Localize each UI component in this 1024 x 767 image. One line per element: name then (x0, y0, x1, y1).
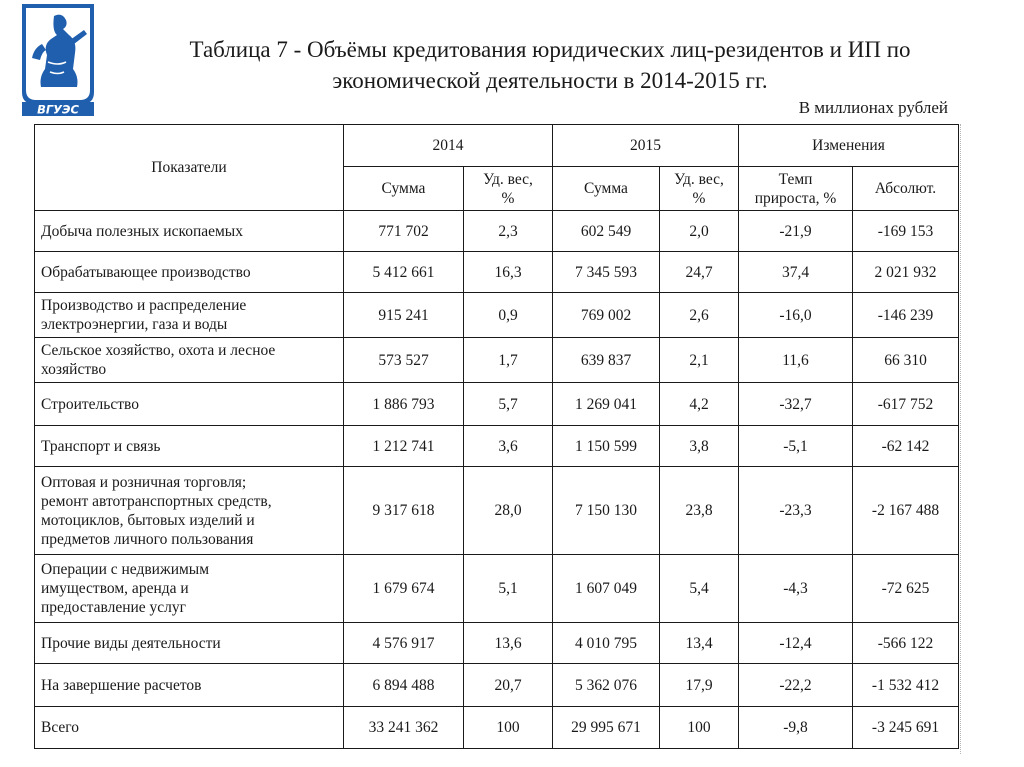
cell-absolute: 66 310 (853, 338, 959, 383)
cell-absolute: -62 142 (853, 426, 959, 467)
cell-sum-2014: 771 702 (344, 211, 464, 252)
header-share-2014-line-1: Уд. вес, (483, 170, 533, 188)
row-label-line: Всего (41, 719, 80, 736)
header-absolute: Абсолют. (853, 167, 959, 211)
header-changes: Изменения (739, 125, 959, 167)
row-label (35, 293, 344, 338)
cell-share-2014: 1,7 (464, 338, 553, 383)
row-label-line: Производство и распределение (41, 297, 247, 314)
row-label (35, 707, 344, 749)
slide-edge-rule (960, 124, 962, 754)
cell-absolute: -617 752 (853, 383, 959, 426)
table-row (35, 338, 959, 383)
header-share-2015-line-1: Уд. вес, (674, 170, 724, 188)
row-label-line: На завершение расчетов (41, 676, 202, 694)
header-sum-2015: Сумма (553, 167, 660, 211)
cell-growth: -23,3 (739, 467, 853, 555)
table-row (35, 664, 959, 707)
header-share-2014 (464, 167, 553, 211)
cell-share-2014: 16,3 (464, 252, 553, 293)
cell-share-2014: 28,0 (464, 467, 553, 555)
cell-sum-2015: 1 150 599 (553, 426, 660, 467)
cell-growth: -22,2 (739, 664, 853, 707)
table-row (35, 426, 959, 467)
cell-share-2014: 3,6 (464, 426, 553, 467)
cell-sum-2015: 7 345 593 (553, 252, 660, 293)
header-share-2015 (660, 167, 739, 211)
cell-absolute: -72 625 (853, 555, 959, 623)
row-label (35, 211, 344, 252)
header-indicators: Показатели (35, 125, 344, 211)
cell-sum-2015: 29 995 671 (553, 707, 660, 749)
row-label (35, 383, 344, 426)
cell-absolute: -146 239 (853, 293, 959, 338)
header-growth-line-1: Темп (778, 170, 813, 188)
cell-absolute: -566 122 (853, 623, 959, 664)
cell-share-2015: 23,8 (660, 467, 739, 555)
table-title (110, 34, 990, 96)
title-line-2: экономической деятельности в 2014-2015 гг. (332, 68, 768, 93)
cell-share-2014: 5,1 (464, 555, 553, 623)
cell-sum-2014: 573 527 (344, 338, 464, 383)
university-logo (18, 4, 98, 118)
university-statue-emblem-icon (18, 4, 98, 118)
cell-sum-2014: 33 241 362 (344, 707, 464, 749)
table-row (35, 383, 959, 426)
cell-sum-2014: 1 212 741 (344, 426, 464, 467)
row-label (35, 252, 344, 293)
header-year-2014: 2014 (344, 125, 553, 167)
cell-growth: -4,3 (739, 555, 853, 623)
cell-share-2014: 20,7 (464, 664, 553, 707)
header-row-years (35, 125, 959, 167)
table-row (35, 211, 959, 252)
cell-share-2015: 17,9 (660, 664, 739, 707)
cell-absolute: -1 532 412 (853, 664, 959, 707)
row-label-line: мотоциклов, бытовых изделий и (41, 511, 255, 529)
row-label-line: Обрабатывающее производство (41, 263, 251, 281)
cell-share-2015: 2,0 (660, 211, 739, 252)
header-growth-rate (739, 167, 853, 211)
row-label-line: хозяйство (41, 361, 107, 378)
cell-growth: -32,7 (739, 383, 853, 426)
row-label (35, 338, 344, 383)
cell-sum-2014: 4 576 917 (344, 623, 464, 664)
cell-share-2015: 13,4 (660, 623, 739, 664)
cell-sum-2014: 1 886 793 (344, 383, 464, 426)
cell-sum-2014: 9 317 618 (344, 467, 464, 555)
row-label-line: ремонт автотранспортных средств, (41, 492, 272, 510)
row-label-line: имуществом, аренда и (41, 580, 189, 597)
cell-sum-2015: 602 549 (553, 211, 660, 252)
cell-sum-2015: 1 607 049 (553, 555, 660, 623)
cell-sum-2015: 4 010 795 (553, 623, 660, 664)
cell-share-2015: 5,4 (660, 555, 739, 623)
row-label (35, 426, 344, 467)
cell-sum-2014: 915 241 (344, 293, 464, 338)
cell-share-2014: 5,7 (464, 383, 553, 426)
table-row (35, 555, 959, 623)
cell-absolute: -169 153 (853, 211, 959, 252)
cell-share-2015: 2,1 (660, 338, 739, 383)
cell-absolute: 2 021 932 (853, 252, 959, 293)
cell-growth: -9,8 (739, 707, 853, 749)
cell-growth: -16,0 (739, 293, 853, 338)
table-row (35, 623, 959, 664)
row-label-line: Прочие виды деятельности (41, 634, 221, 652)
row-label-line: предметов личного пользования (41, 530, 254, 548)
header-growth-line-2: прироста, % (754, 189, 837, 207)
row-label-line: электроэнергии, газа и воды (41, 316, 228, 333)
cell-growth: 11,6 (739, 338, 853, 383)
cell-share-2015: 2,6 (660, 293, 739, 338)
row-label-line: Сельское хозяйство, охота и лесное (41, 342, 276, 359)
cell-share-2014: 0,9 (464, 293, 553, 338)
row-label (35, 623, 344, 664)
table-row (35, 293, 959, 338)
row-label-line: Операции с недвижимым (41, 561, 210, 578)
header-sum-2014: Сумма (344, 167, 464, 211)
row-label-line: Оптовая и розничная торговля; (41, 473, 247, 491)
credit-volume-table (34, 124, 959, 749)
cell-share-2014: 2,3 (464, 211, 553, 252)
cell-sum-2015: 639 837 (553, 338, 660, 383)
cell-sum-2015: 7 150 130 (553, 467, 660, 555)
units-note: В миллионах рублей (798, 98, 948, 117)
row-label-line: Добыча полезных ископаемых (41, 222, 243, 240)
cell-growth: -21,9 (739, 211, 853, 252)
title-line-1: Таблица 7 - Объёмы кредитования юридических лиц-резидентов и ИП по (189, 37, 911, 62)
row-label (35, 467, 344, 555)
cell-growth: -12,4 (739, 623, 853, 664)
row-label-line: Транспорт и связь (41, 437, 161, 455)
cell-share-2015: 3,8 (660, 426, 739, 467)
header-share-2015-line-2: % (692, 189, 706, 207)
header-share-2014-line-2: % (501, 189, 515, 207)
row-label-line: Строительство (41, 395, 139, 413)
cell-absolute: -3 245 691 (853, 707, 959, 749)
cell-growth: -5,1 (739, 426, 853, 467)
cell-sum-2014: 6 894 488 (344, 664, 464, 707)
row-label (35, 555, 344, 623)
logo-text: ВГУЭС (37, 102, 79, 117)
cell-growth: 37,4 (739, 252, 853, 293)
cell-sum-2014: 5 412 661 (344, 252, 464, 293)
row-label-line: предоставление услуг (41, 599, 187, 616)
header-year-2015: 2015 (553, 125, 739, 167)
cell-sum-2014: 1 679 674 (344, 555, 464, 623)
cell-share-2015: 24,7 (660, 252, 739, 293)
cell-absolute: -2 167 488 (853, 467, 959, 555)
cell-sum-2015: 769 002 (553, 293, 660, 338)
cell-share-2015: 100 (660, 707, 739, 749)
cell-sum-2015: 5 362 076 (553, 664, 660, 707)
table-row-total (35, 707, 959, 749)
table-row (35, 467, 959, 555)
cell-share-2015: 4,2 (660, 383, 739, 426)
cell-share-2014: 100 (464, 707, 553, 749)
row-label (35, 664, 344, 707)
cell-share-2014: 13,6 (464, 623, 553, 664)
table-row (35, 252, 959, 293)
cell-sum-2015: 1 269 041 (553, 383, 660, 426)
